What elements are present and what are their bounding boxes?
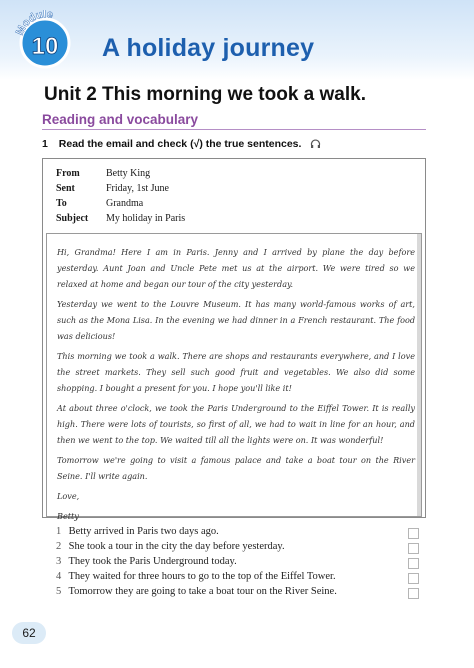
- module-number: 10: [31, 33, 59, 60]
- statement-checkbox[interactable]: [408, 528, 419, 539]
- email-body: [46, 233, 422, 521]
- email-paragraph: Yesterday we went to the Louvre Museum. It has many world-famous works of art, such as the Mona Lisa. In the evening we had dinner in a French restaurant. The food was delicious!: [57, 299, 415, 341]
- instruction: [42, 138, 321, 152]
- statement-text: They waited for three hours to go to the top of the Eiffel Tower.: [68, 571, 336, 582]
- statement-text: Tomorrow they are going to take a boat tour on the River Seine.: [68, 586, 337, 597]
- statement-text: Betty arrived in Paris two days ago.: [68, 526, 219, 537]
- statement-item: [56, 526, 376, 541]
- email-to-value: Grandma: [106, 198, 144, 209]
- module-word: Module: [14, 10, 54, 38]
- statement-text: They took the Paris Underground today.: [68, 556, 237, 567]
- email-paragraph: Hi, Grandma! Here I am in Paris. Jenny and I arrived by plane the day before yesterday. Aunt Joan and Uncle Pete met us at the airport. We were tired so we relaxed at home and began our tour of the city yesterday.: [57, 247, 415, 289]
- statement-number: 1: [56, 526, 62, 537]
- email-from-value: Betty King: [106, 168, 151, 179]
- email-subject-row: [56, 213, 185, 224]
- statement-checkbox[interactable]: [408, 558, 419, 569]
- statement-item: [56, 556, 376, 571]
- page-number: 62: [12, 622, 46, 644]
- email-sent-label: Sent: [56, 183, 75, 194]
- email-signature: Betty: [57, 511, 79, 521]
- email-sent-value: Friday, 1st June: [106, 183, 169, 194]
- statement-item: [56, 586, 376, 601]
- statement-text: She took a tour in the city the day before yesterday.: [68, 541, 285, 552]
- instruction-text: Read the email and check (√) the true sentences.: [58, 138, 302, 150]
- module-title: A holiday journey: [102, 34, 315, 62]
- email-subject-label: Subject: [56, 213, 89, 224]
- statement-number: 5: [56, 586, 62, 597]
- email-paragraph: This morning we took a walk. There are shops and restaurants everywhere, and I love the street markets. They sell such good fruit and vegetables. We also did some shopping. I bought a present for you. I hope you'll like it!: [57, 351, 415, 393]
- email-paragraph: Tomorrow we're going to visit a famous palace and take a boat tour on the River Seine. I'll write again.: [57, 455, 415, 481]
- statement-number: 3: [56, 556, 62, 567]
- statement-checkbox[interactable]: [408, 573, 419, 584]
- instruction-number: 1: [42, 138, 48, 150]
- section-divider: [42, 129, 426, 130]
- email-signoff: Love,: [57, 491, 80, 501]
- scrollbar[interactable]: [417, 234, 421, 516]
- statement-checkbox[interactable]: [408, 543, 419, 554]
- module-badge: [14, 10, 76, 72]
- statement-number: 2: [56, 541, 62, 552]
- statement-item: [56, 571, 376, 586]
- statement-item: [56, 541, 376, 556]
- statements-list: [56, 526, 376, 601]
- email-to-label: To: [56, 198, 67, 209]
- statement-checkbox[interactable]: [408, 588, 419, 599]
- email-sent-row: [56, 183, 169, 194]
- email-subject-value: My holiday in Paris: [106, 213, 186, 224]
- email-window: [42, 158, 426, 521]
- audio-icon[interactable]: [310, 138, 321, 152]
- email-paragraph: At about three o'clock, we took the Paris Underground to the Eiffel Tower. It is really high. There were lots of tourists, so first of all, we had to wait in line for an hour, and then we went to the top. We waited till all the lights were on. It was wonderful!: [57, 403, 415, 445]
- email-from-label: From: [56, 168, 80, 179]
- email-to-row: [56, 198, 143, 209]
- statement-number: 4: [56, 571, 62, 582]
- unit-title: Unit 2 This morning we took a walk.: [44, 84, 366, 105]
- section-title: Reading and vocabulary: [42, 112, 199, 127]
- email-from-row: [56, 168, 150, 179]
